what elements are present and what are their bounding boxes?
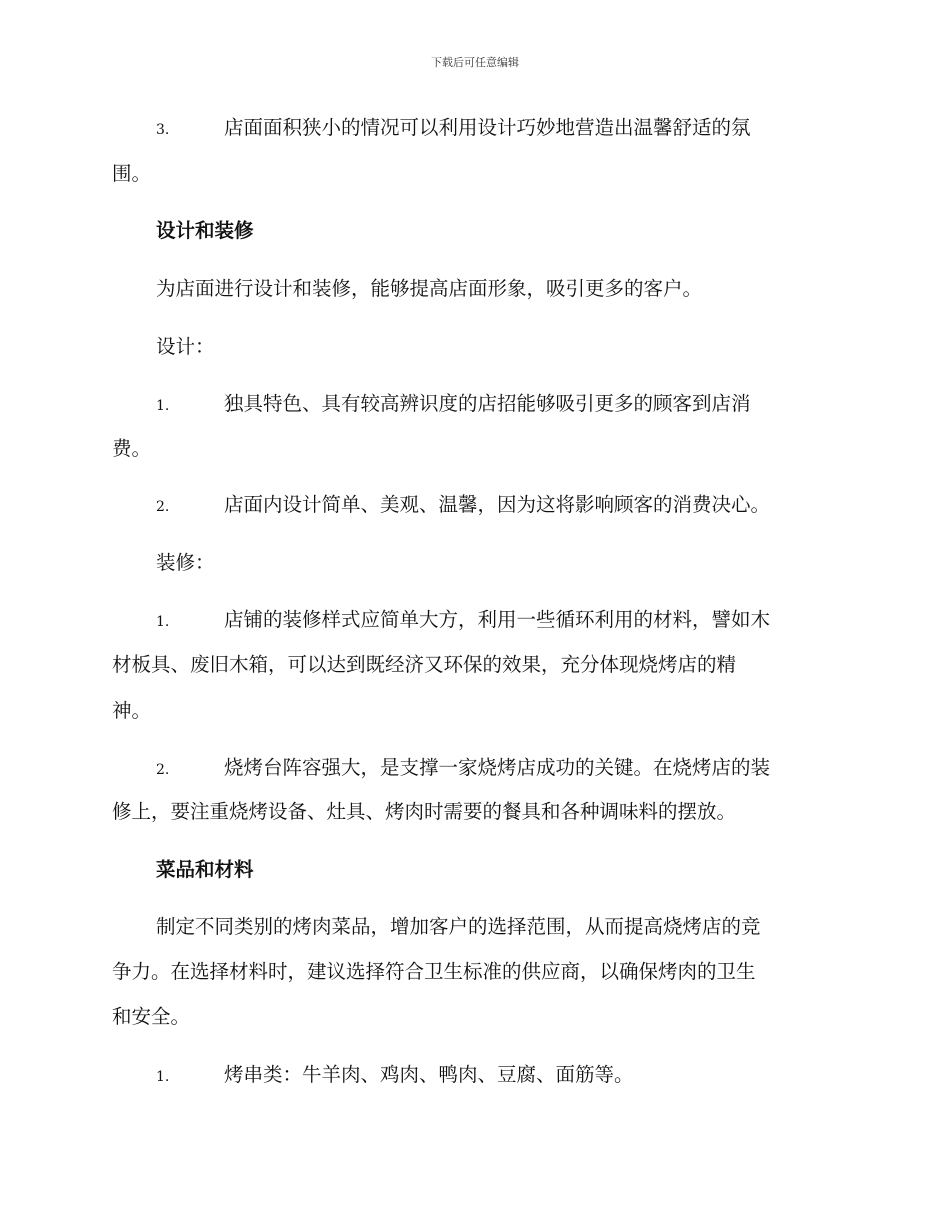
paragraph-line: 和安全。 bbox=[112, 1005, 191, 1028]
paragraph-line: 制定不同类别的烤肉菜品，增加客户的选择范围，从而提高烧烤店的竞 bbox=[156, 915, 761, 938]
paragraph-line: 争力。在选择材料时，建议选择符合卫生标准的供应商，以确保烤肉的卫生 bbox=[112, 960, 756, 983]
sub-label-decoration: 装修： bbox=[156, 551, 215, 574]
list-item-text: 独具特色、具有较高辨识度的店招能够吸引更多的顾客到店消 bbox=[224, 392, 751, 415]
page-header: 下载后可任意编辑 bbox=[431, 56, 519, 69]
list-item-text: 店面内设计简单、美观、温馨，因为这将影响顾客的消费决心。 bbox=[224, 493, 771, 516]
paragraph-line: 费。 bbox=[112, 437, 152, 460]
list-number: 1. bbox=[156, 1069, 170, 1085]
list-number: 3. bbox=[156, 122, 170, 138]
list-number: 1. bbox=[156, 614, 170, 630]
paragraph-line: 神。 bbox=[112, 699, 152, 722]
list-item-text: 烤串类：牛羊肉、鸡肉、鸭肉、豆腐、面筋等。 bbox=[224, 1063, 634, 1086]
section-heading-menu: 菜品和材料 bbox=[156, 858, 254, 881]
paragraph-line: 材板具、废旧木箱，可以达到既经济又环保的效果，充分体现烧烤店的精 bbox=[112, 653, 737, 676]
list-number: 2. bbox=[156, 499, 170, 515]
sub-label-design: 设计： bbox=[156, 335, 215, 358]
section-heading-design: 设计和装修 bbox=[156, 219, 254, 242]
list-item-text: 烧烤台阵容强大，是支撑一家烧烤店成功的关键。在烧烤店的装 bbox=[224, 756, 771, 779]
list-item-text: 店铺的装修样式应简单大方，利用一些循环利用的材料，譬如木 bbox=[224, 608, 771, 631]
paragraph-line: 为店面进行设计和装修，能够提高店面形象，吸引更多的客户。 bbox=[156, 277, 703, 300]
list-item-text: 店面面积狭小的情况可以利用设计巧妙地营造出温馨舒适的氛 bbox=[224, 116, 751, 139]
list-number: 2. bbox=[156, 762, 170, 778]
paragraph-line: 围。 bbox=[112, 162, 152, 185]
paragraph-line: 修上，要注重烧烤设备、灶具、烤肉时需要的餐具和各种调味料的摆放。 bbox=[112, 800, 737, 823]
list-number: 1. bbox=[156, 398, 170, 414]
